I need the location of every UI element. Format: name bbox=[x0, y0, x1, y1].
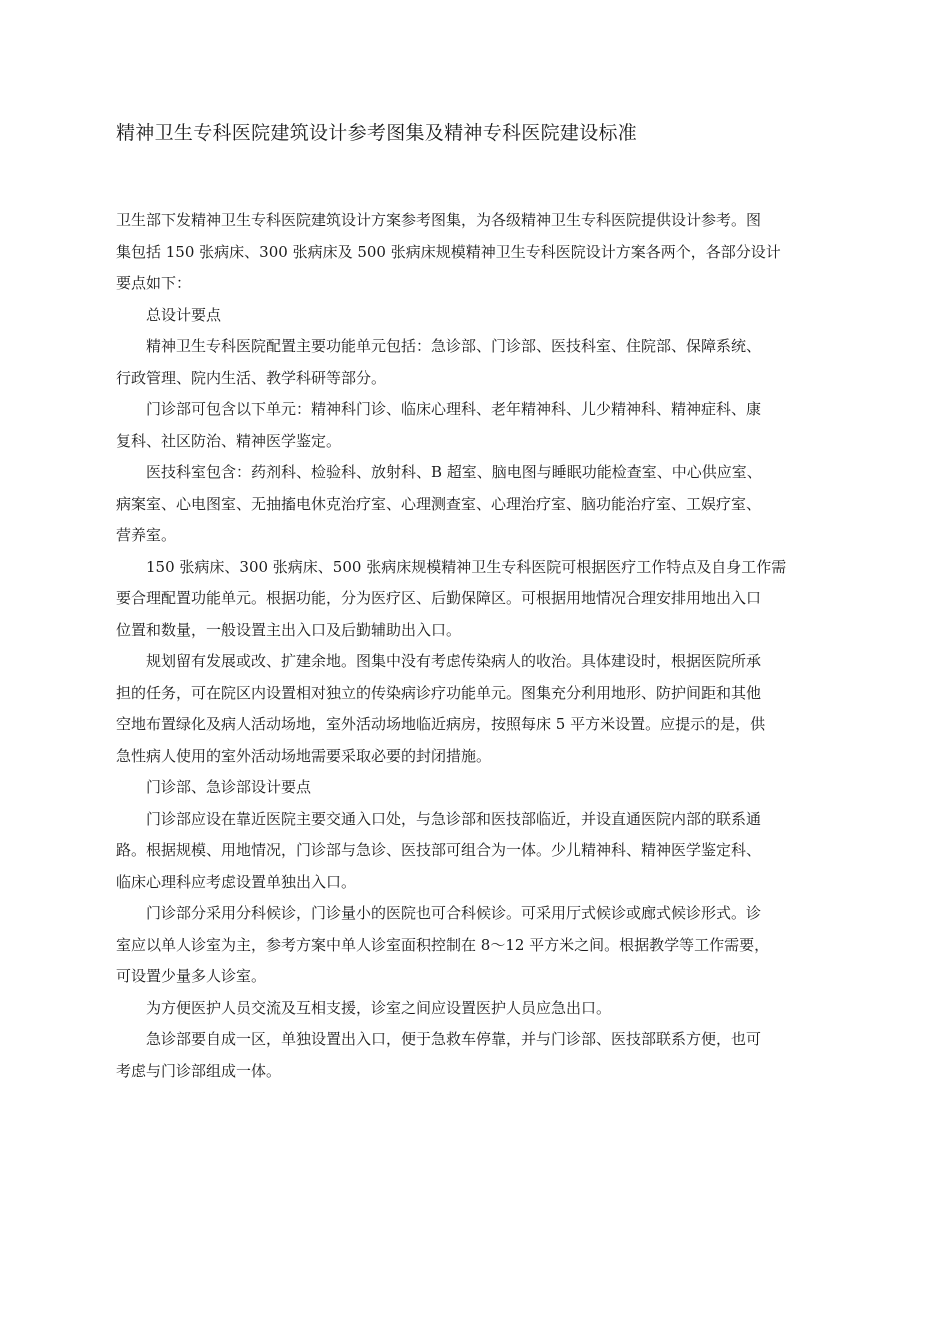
paragraph bbox=[116, 993, 836, 1025]
paragraph bbox=[116, 205, 836, 300]
paragraph bbox=[116, 552, 836, 647]
document-title: 精神卫生专科医院建筑设计参考图集及精神专科医院建设标准 bbox=[116, 122, 638, 144]
paragraph-line: 卫生部下发精神卫生专科医院建筑设计方案参考图集，为各级精神卫生专科医院提供设计参考。图 bbox=[116, 211, 762, 229]
paragraph bbox=[116, 394, 836, 457]
paragraph bbox=[116, 300, 836, 332]
paragraph-line: 规划留有发展或改、扩建余地。图集中没有考虑传染病人的收治。具体建设时，根据医院所承 bbox=[146, 652, 762, 670]
paragraph-line: 位置和数量，一般设置主出入口及后勤辅助出入口。 bbox=[116, 620, 462, 639]
paragraph-line: 急诊部要自成一区，单独设置出入口，便于急救车停靠，并与门诊部、医技部联系方便，也可 bbox=[146, 1030, 762, 1048]
paragraph-line: 精神卫生专科医院配置主要功能单元包括：急诊部、门诊部、医技科室、住院部、保障系统、 bbox=[146, 337, 762, 355]
paragraph-line: 空地布置绿化及病人活动场地，室外活动场地临近病房，按照每床 5 平方米设置。应提示的是，供 bbox=[116, 715, 766, 733]
paragraph bbox=[116, 457, 836, 552]
paragraph bbox=[116, 646, 836, 772]
paragraph-line: 门诊部分采用分科候诊，门诊量小的医院也可合科候诊。可采用厅式候诊或廊式候诊形式。诊 bbox=[146, 904, 762, 922]
paragraph bbox=[116, 331, 836, 394]
paragraph-line: 医技科室包含：药剂科、检验科、放射科、B 超室、脑电图与睡眠功能检查室、中心供应室、 bbox=[146, 463, 762, 481]
paragraph-line: 为方便医护人员交流及互相支援，诊室之间应设置医护人员应急出口。 bbox=[146, 998, 612, 1017]
paragraph-line: 急性病人使用的室外活动场地需要采取必要的封闭措施。 bbox=[116, 746, 492, 765]
paragraph-line: 可设置少量多人诊室。 bbox=[116, 967, 267, 985]
paragraph-line: 行政管理、院内生活、教学科研等部分。 bbox=[116, 368, 387, 387]
paragraph-line: 要合理配置功能单元。根据功能，分为医疗区、后勤保障区。可根据用地情况合理安排用地出入口 bbox=[116, 589, 762, 607]
paragraph-line: 复科、社区防治、精神医学鉴定。 bbox=[116, 431, 342, 450]
paragraph-line: 临床心理科应考虑设置单独出入口。 bbox=[116, 872, 357, 891]
paragraph-line: 营养室。 bbox=[116, 526, 177, 544]
paragraph-line: 门诊部可包含以下单元：精神科门诊、临床心理科、老年精神科、儿少精神科、精神症科、康 bbox=[146, 400, 762, 418]
document-body bbox=[116, 205, 836, 1087]
paragraph bbox=[116, 804, 836, 899]
paragraph bbox=[116, 1024, 836, 1087]
paragraph-line: 要点如下： bbox=[116, 274, 192, 292]
paragraph-line: 门诊部、急诊部设计要点 bbox=[146, 778, 312, 796]
paragraph-line: 集包括 150 张病床、300 张病床及 500 张病床规模精神卫生专科医院设计方案各两个，各部分设计 bbox=[116, 242, 781, 261]
paragraph-line: 门诊部应设在靠近医院主要交通入口处，与急诊部和医技部临近，并设直通医院内部的联系通 bbox=[146, 809, 762, 828]
paragraph-line: 担的任务，可在院区内设置相对独立的传染病诊疗功能单元。图集充分利用地形、防护间距和其他 bbox=[116, 683, 762, 702]
paragraph-line: 病案室、心电图室、无抽搐电休克治疗室、心理测查室、心理治疗室、脑功能治疗室、工娱疗室、 bbox=[116, 494, 762, 513]
paragraph-line: 室应以单人诊室为主，参考方案中单人诊室面积控制在 8～12 平方米之间。根据教学等工作需要， bbox=[116, 935, 770, 954]
paragraph bbox=[116, 772, 836, 804]
paragraph-line: 150 张病床、300 张病床、500 张病床规模精神卫生专科医院可根据医疗工作特点及自身工作需 bbox=[146, 557, 787, 576]
paragraph-line: 考虑与门诊部组成一体。 bbox=[116, 1061, 282, 1080]
paragraph bbox=[116, 898, 836, 993]
paragraph-line: 总设计要点 bbox=[146, 305, 222, 324]
paragraph-line: 路。根据规模、用地情况，门诊部与急诊、医技部可组合为一体。少儿精神科、精神医学鉴定科、 bbox=[116, 841, 762, 859]
